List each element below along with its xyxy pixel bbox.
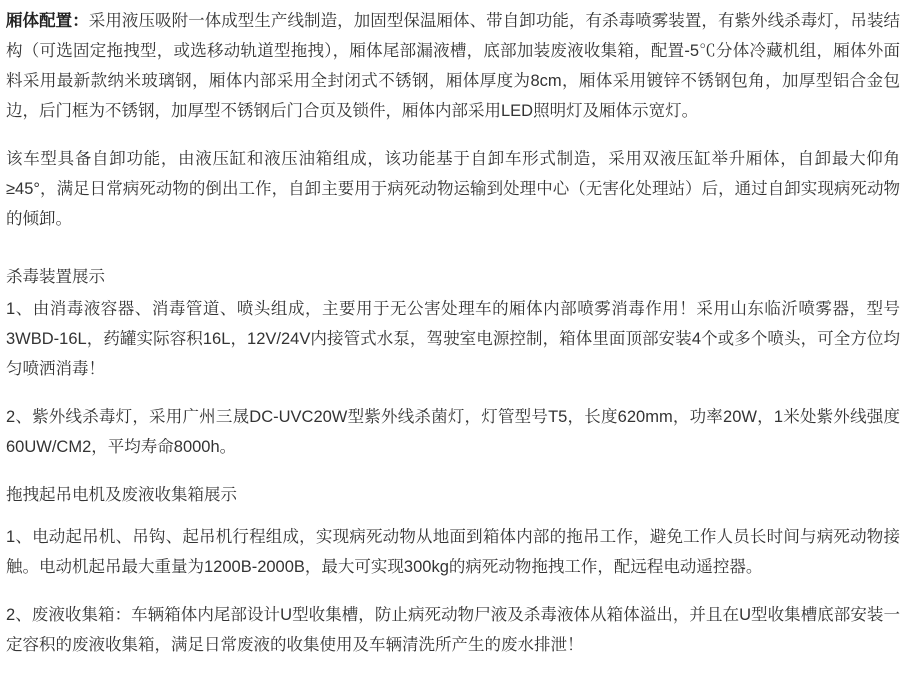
paragraph-self-dump: [6, 144, 900, 234]
spacer-before-hoist-items: [6, 512, 900, 522]
paragraph-cabin-config-label: 厢体配置：: [6, 12, 89, 30]
heading-sterilize-device: 杀毒装置展示: [6, 268, 105, 286]
paragraph-electric-hoist: 1、电动起吊机、吊钩、起吊机行程组成，实现病死动物从地面到箱体内部的拖吊工作，避免工作人员长时间与病死动物接触。电动机起吊最大重量为1200B-2000B，最大可实现300kg的病死动物拖拽工作，配远程电动遥控器。: [6, 528, 900, 576]
paragraph-uv-lamp: 2、紫外线杀毒灯，采用广州三晟DC-UVC20W型紫外线杀菌灯，灯管型号T5，长度620mm，功率20W，1米处紫外线强度60UW/CM2，平均寿命8000h。: [6, 408, 900, 456]
paragraph-self-dump-text: 该车型具备自卸功能，由液压缸和液压油箱组成，该功能基于自卸车形式制造，采用双液压缸举升厢体，自卸最大仰角≥45°，满足日常病死动物的倒出工作，自卸主要用于病死动物运输到处理中心（无害化处理站）后，通过自卸实现病死动物的倾卸。: [6, 150, 900, 228]
paragraph-waste-liquid-box: 2、废液收集箱：车辆箱体内尾部设计U型收集槽，防止病死动物尸液及杀毒液体从箱体溢出，并且在U型收集槽底部安装一定容积的废液收集箱，满足日常废液的收集使用及车辆清洗所产生的废水排泄！: [6, 606, 900, 654]
paragraph-cabin-config: [6, 6, 900, 126]
paragraph-spray-device: 1、由消毒液容器、消毒管道、喷头组成，主要用于无公害处理车的厢体内部喷雾消毒作用！采用山东临沂喷雾器，型号3WBD-16L，药罐实际容积16L，12V/24V内接管式水泵，驾驶室电源控制，箱体里面顶部安装4个或多个喷头，可全方位均匀喷洒消毒！: [6, 300, 900, 378]
heading-hoist-and-waste-box: 拖拽起吊电机及废液收集箱展示: [6, 486, 237, 504]
spacer-before-sterilize: [6, 252, 900, 262]
paragraph-cabin-config-text: 采用液压吸附一体成型生产线制造，加固型保温厢体、带自卸功能，有杀毒喷雾装置，有紫外线杀毒灯，吊装结构（可选固定拖拽型，或选移动轨道型拖拽），厢体尾部漏液槽，底部加装废液收集箱，配置-5℃分体冷藏机组，厢体外面料采用最新款纳米玻璃钢，厢体内部采用全封闭式不锈钢，厢体厚度为8cm，厢体采用镀锌不锈钢包角，加厚型铝合金包边，后门框为不锈钢，加厚型不锈钢后门合页及锁件，厢体内部采用LED照明灯及厢体示宽灯。: [6, 12, 901, 120]
